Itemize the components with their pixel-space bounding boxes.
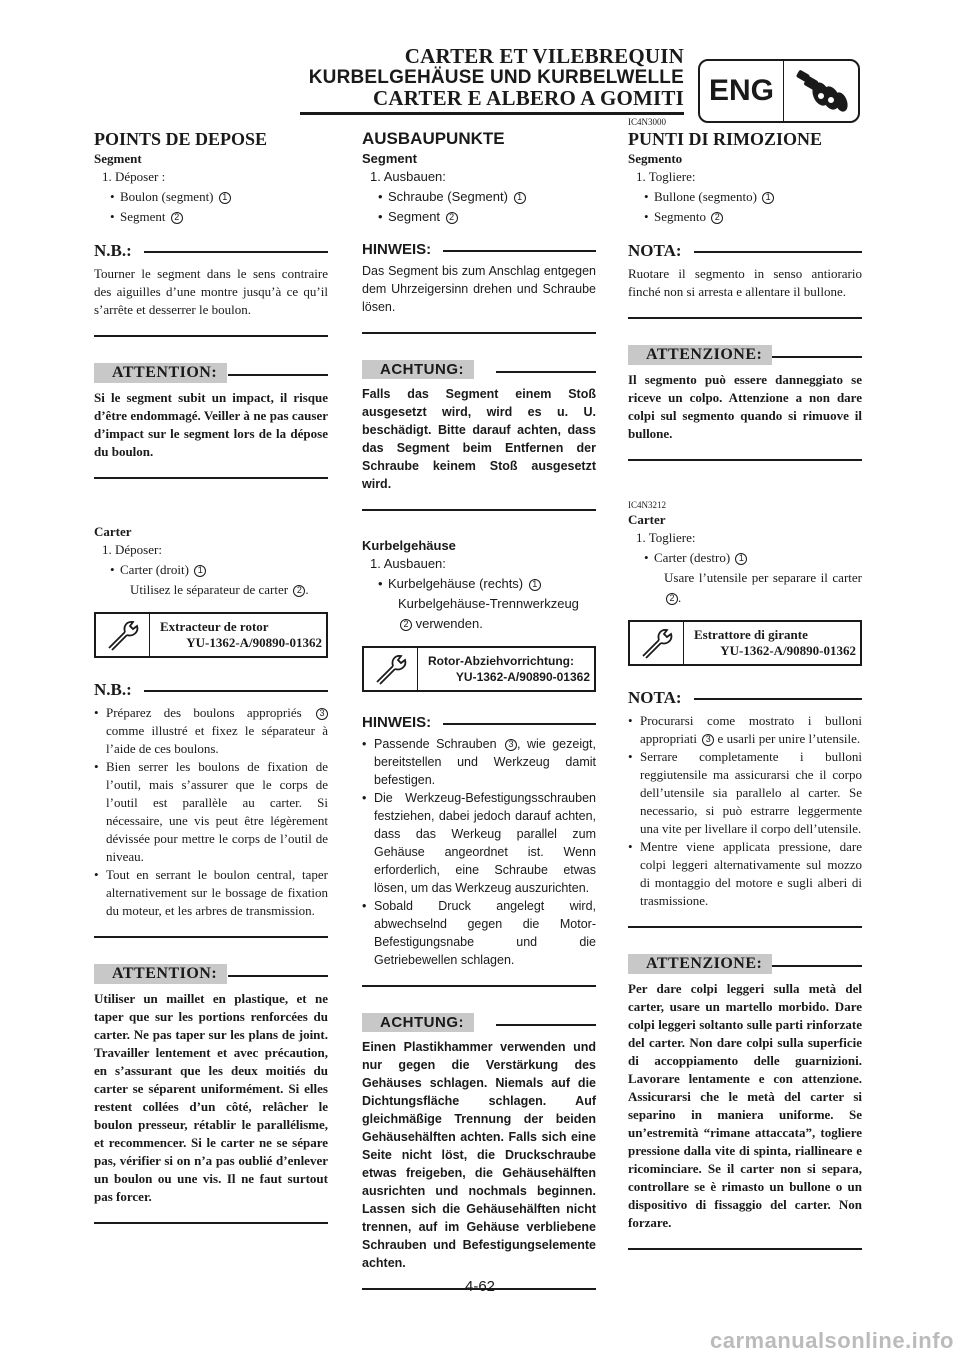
step-list [628, 167, 862, 227]
divider [94, 1222, 328, 1224]
subheading-segment: Segment [94, 151, 142, 166]
callout-number: 2 [446, 212, 458, 224]
divider [628, 926, 862, 928]
step: 1. Togliere: [636, 530, 696, 545]
header-title-de: KURBELGEHÄUSE UND KURBELWELLE [308, 67, 684, 88]
callout-number: 3 [702, 734, 714, 746]
divider [94, 335, 328, 337]
note-bullet: • Die Werkzeug-Befestigungsschrauben festziehen, dabei jedoch darauf achten, dass das Werkeug parallel zum Gehäuse angeordnet ist. Wenn erforderlich, eine Schraube etwas lösen, um das Werkzeug auszurichten. [362, 789, 596, 897]
note-bullet: • Préparez des boulons appropriés 3 comme illustré et fixez le séparateur à l’aide de ces boulons. [94, 704, 328, 758]
section-code: IC4N3212 [628, 500, 666, 510]
step: 1. Ausbauen: [370, 169, 446, 184]
callout-number: 1 [219, 192, 231, 204]
list-item: • Segment 2 [94, 207, 328, 227]
warning-heading: ATTENTION: [94, 363, 328, 383]
tool-number: YU-1362-A/90890-01362 [455, 670, 590, 684]
warning-text: Per dare colpi leggeri sulla metà del carter, usare un martello morbido. Dare colpi leggeri soltanto sulle parti rinforzate del carter. Non dare colpi sulla superficie di accoppiamento delle guarnizioni. Lavorare lentamente e con attenzione. Assicurarsi che le metà del carter si separino in maniera uniforme. Se un’estremità “rimane attaccata”, togliere pressione dalla vite di spinta, riallineare e ricominciare. Se il carter non si separa, controllare se è rimasto un bullone o un dispositivo di fissaggio del carter. Non forzare. [628, 981, 862, 1230]
warning-text: Utiliser un maillet en plastique, et ne taper que sur les portions renforcées du carter. Ne pas taper sur les plans de joint. Travailler lentement et avec précaution, en s’assurant que les deux moitiés du carter se séparent uniformément. Si elles restent collées d’un côté, relâcher le boulon presseur, rétablir le parallélisme, et recommencer. Si le carter ne se sépare pas, vérifier si on n’a pas oublié d’enlever un boulon ou une vis. Il ne faut surtout pas forcer. [94, 991, 328, 1204]
step: 1. Déposer : [102, 169, 166, 184]
list-item: • Segmento 2 [628, 207, 862, 227]
subheading-carter: Carter [94, 524, 132, 539]
special-tool-box [362, 646, 596, 692]
wrench-icon [96, 614, 150, 656]
callout-number: 1 [514, 192, 526, 204]
divider [628, 317, 862, 319]
callout-number: 1 [194, 565, 206, 577]
tool-name: Extracteur de rotor [160, 619, 269, 634]
subheading-segment: Segment [362, 151, 417, 166]
callout-number: 2 [400, 619, 412, 631]
tool-number: YU-1362-A/90890-01362 [720, 643, 856, 658]
warning-heading: ATTENZIONE: [628, 345, 862, 365]
eng-label: ENG [700, 61, 784, 121]
callout-number: 1 [529, 579, 541, 591]
note-bullet: • Serrare completamente i bulloni reggiutensile ma assicurarsi che il corpo dell’utensile sia parallelo al carter. Se necessario, si può estrarre leggermente una vite per livellare il corpo dell’utensile. [628, 748, 862, 838]
step: 1. Ausbauen: [370, 556, 446, 571]
warning-heading: ATTENTION: [94, 964, 328, 984]
page-number: 4-62 [464, 1278, 496, 1295]
step: 1. Togliere: [636, 169, 696, 184]
note-bullet: • Bien serrer les boulons de fixation de l’outil, mais s’assurer que le corps de l’outil est parallèle au carter. Si nécessaire, une vis peut être légèrement dévissée pour mettre le corps de l’outil de niveau. [94, 758, 328, 866]
note-bullet: • Sobald Druck angelegt wird, abwechselnd gegen die Motor-Befestigungsnabe und die Getriebewellen schlagen. [362, 897, 596, 969]
header-title-it: CARTER E ALBERO A GOMITI [373, 86, 684, 110]
warning-text: Il segmento può essere danneggiato se riceve un colpo. Attenzione a non dare colpi sul segmento quando si rimuove il bullone. [628, 372, 862, 441]
note-heading: NOTA: [628, 241, 862, 261]
section-header [300, 46, 684, 109]
subheading-kurbelgehaeuse: Kurbelgehäuse [362, 538, 456, 553]
list-item: • Segment 2 [362, 207, 596, 227]
divider [94, 936, 328, 938]
warning-heading: ACHTUNG: [362, 1013, 596, 1032]
warning-text: Einen Plastikhammer verwenden und nur gegen die Verstärkung des Gehäuses schlagen. Niemals auf die Dichtungsfläche schlagen. Auf gleichmäßige Trennung der beiden Gehäusehälften achten. Falls sich eine Seite nicht löst, die Druckschraube etwas freigeben, die Gehäusehälften ausrichten und nochmals beginnen. Lassen sich die Gehäusehälften nicht trennen, auf im Gehäuse verbliebene Schrauben und Befestigungselemente achten. [362, 1040, 596, 1270]
step-list [362, 554, 596, 634]
column-german [362, 118, 596, 1290]
special-tool-box [94, 612, 328, 658]
subheading-segmento: Segmento [628, 151, 683, 166]
step-list [94, 167, 328, 227]
column-italian [628, 118, 862, 1250]
note-bullet: • Tout en serrant le boulon central, taper alternativement sur le bossage de fixation du moteur, et les arbres de transmission. [94, 866, 328, 920]
warning-text: Si le segment subit un impact, il risque d’être endommagé. Veiller à ne pas causer d’impact sur le segment lors de la dépose du boulon. [94, 390, 328, 459]
divider [362, 985, 596, 987]
callout-number: 1 [735, 553, 747, 565]
wrench-icon [364, 648, 418, 690]
warning-heading: ATTENZIONE: [628, 954, 862, 974]
column-french [94, 118, 328, 1224]
list-item: • Kurbelgehäuse (rechts) 1 [362, 574, 596, 594]
callout-number: 3 [316, 708, 328, 720]
callout-number: 3 [505, 739, 517, 751]
callout-number: 2 [711, 212, 723, 224]
list-detail: Usare l’utensile per separare il carter 2 . [664, 570, 862, 605]
callout-number: 2 [666, 593, 678, 605]
section-title: AUSBAUPUNKTE [362, 129, 505, 148]
special-tool-box [628, 620, 862, 666]
list-detail: Kurbelgehäuse-Trennwerkzeug 2 verwenden. [398, 596, 579, 631]
list-item: • Bullone (segmento) 1 [628, 187, 862, 207]
warning-text: Falls das Segment einem Stoß ausgesetzt wird, wird es u. U. beschädigt. Bitte darauf achten, dass das Segment beim Entfernen der Schraube keinem Stoß ausgesetzt wird. [362, 387, 596, 491]
watermark: carmanualsonline.info [710, 1328, 954, 1353]
header-rule [300, 112, 684, 115]
note-heading: N.B.: [94, 680, 328, 700]
step-list [628, 528, 862, 608]
note-text: Tourner le segment dans le sens contraire des aiguilles d’une montre jusqu’à ce qu’il s’arrête et desserrer le boulon. [94, 266, 328, 317]
callout-number: 2 [293, 585, 305, 597]
step: 1. Déposer: [102, 542, 162, 557]
crankshaft-icon [784, 61, 858, 121]
header-title-fr: CARTER ET VILEBREQUIN [404, 44, 684, 68]
note-text: Das Segment bis zum Anschlag entgegen dem Uhrzeigersinn drehen und Schraube lösen. [362, 264, 596, 314]
note-text: Ruotare il segmento in senso antiorario finché non si arresta e allentare il bullone. [628, 266, 862, 299]
wrench-icon [630, 622, 684, 664]
divider [628, 1248, 862, 1250]
divider [362, 332, 596, 334]
section-code: IC4N3000 [628, 117, 666, 127]
tool-name: Estrattore di girante [694, 627, 808, 642]
note-heading: HINWEIS: [362, 714, 596, 731]
tool-number: YU-1362-A/90890-01362 [186, 635, 322, 650]
list-detail: Utilisez le séparateur de carter 2 . [130, 582, 309, 597]
eng-badge [698, 59, 860, 123]
subheading-carter: Carter [628, 512, 666, 527]
note-heading: NOTA: [628, 688, 862, 708]
note-bullet: • Mentre viene applicata pressione, dare colpi leggeri alternativamente sul mozzo di montaggio del motore e sugli alberi di trasmissione. [628, 838, 862, 910]
step-list [362, 167, 596, 227]
list-item: • Carter (destro) 1 [628, 548, 862, 568]
section-title: PUNTI DI RIMOZIONE [628, 129, 823, 149]
section-title: POINTS DE DEPOSE [94, 129, 268, 149]
note-heading: N.B.: [94, 241, 328, 261]
warning-heading: ACHTUNG: [362, 360, 596, 379]
step-list [94, 540, 328, 600]
tool-name: Rotor-Abziehvorrichtung: [428, 654, 574, 668]
note-bullet: • Procurarsi come mostrato i bulloni appropriati 3 e usarli per unire l’utensile. [628, 712, 862, 748]
note-bullet: • Passende Schrauben 3 , wie gezeigt, bereitstellen und Werkzeug damit befestigen. [362, 735, 596, 789]
list-item: • Schraube (Segment) 1 [362, 187, 596, 207]
note-heading: HINWEIS: [362, 241, 596, 258]
callout-number: 1 [762, 192, 774, 204]
callout-number: 2 [171, 212, 183, 224]
list-item: • Boulon (segment) 1 [94, 187, 328, 207]
list-item: • Carter (droit) 1 [94, 560, 328, 580]
